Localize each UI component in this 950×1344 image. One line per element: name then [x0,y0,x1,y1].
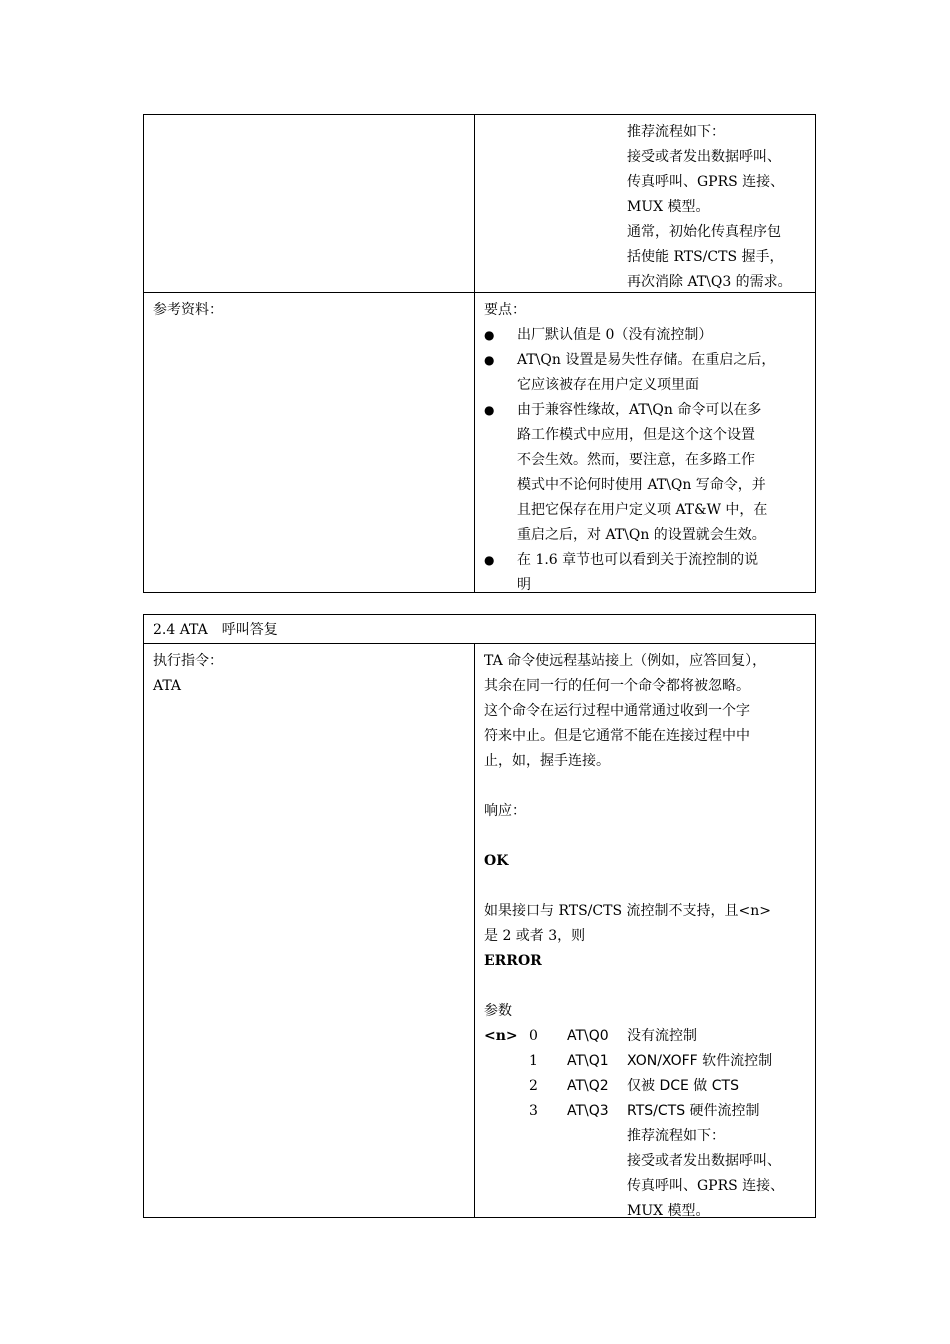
param-code: AT\Q0 [567,1028,609,1044]
param-code: AT\Q3 [567,1103,609,1119]
text-line: 符来中止。但是它通常不能在连接过程中中 [484,728,750,744]
points-title: 要点： [484,302,526,318]
text-line: 传真呼叫、GPRS 连接、 [627,1178,785,1194]
bullet-icon: ● [484,403,495,417]
text-line: 如果接口与 RTS/CTS 流控制不支持，且<n> [484,903,771,919]
param-code: AT\Q2 [567,1078,609,1094]
table-row [144,292,815,592]
text-line: 明 [517,577,531,593]
param-num: 0 [529,1028,538,1044]
list-item [484,323,806,348]
param-desc: RTS/CTS 硬件流控制 [627,1103,760,1119]
text-line: 是 2 或者 3，则 [484,928,586,944]
exec-command: ATA [153,678,182,694]
param-label: 参数 [484,1003,512,1019]
bullet-icon: ● [484,353,495,367]
spacer [484,874,806,899]
table-cell-empty [144,115,475,292]
text-line: AT\Qn 设置是易失性存储。在重启之后， [517,352,776,368]
param-desc: 没有流控制 [627,1028,697,1044]
list-item [484,398,806,548]
text-line: 接受或者发出数据呼叫、 [627,149,781,165]
reference-label: 参考资料： [144,293,475,592]
spacer [484,824,806,849]
param-num: 3 [529,1103,538,1119]
response-label: 响应： [484,803,526,819]
text-line: 不会生效。然而，要注意，在多路工作 [517,452,755,468]
exec-label: 执行指令： [153,653,223,669]
param-key-blank [484,1074,529,1099]
text-line: 再次消除 AT\Q3 的需求。 [627,274,792,290]
response-error: ERROR [484,953,542,969]
text-line: 路工作模式中应用，但是这个这个设置 [517,427,755,443]
table-row [144,643,815,1217]
table-cell-recommended-flow [475,115,815,292]
param-row [484,1099,806,1124]
table-cell-key-points [475,293,815,592]
text-line: 括使能 RTS/CTS 握手， [627,249,784,265]
text-line: 出厂默认值是 0（没有流控制） [517,327,713,343]
bullet-icon: ● [484,553,495,567]
table-2 [143,614,816,1218]
text-line: 止，如，握手连接。 [484,753,610,769]
text-line: 重启之后，对 AT\Qn 的设置就会生效。 [517,527,766,543]
list-item [484,348,806,398]
text-line: 推荐流程如下： [627,124,725,140]
section-title: 2.4 ATA 呼叫答复 [153,622,278,638]
spacer [484,974,806,999]
table-cell-description [475,644,815,1217]
response-ok: OK [484,853,509,869]
list-item [484,548,806,598]
table-row [144,115,815,292]
param-num: 1 [529,1053,538,1069]
param-key-blank [484,1099,529,1124]
text-line: 其余在同一行的任何一个命令都将被忽略。 [484,678,750,694]
param-row [484,1049,806,1074]
param-row [484,1074,806,1099]
table-1 [143,114,816,593]
table-cell-exec [144,644,475,1217]
param-code: AT\Q1 [567,1053,609,1069]
text-line: TA 命令使远程基站接上（例如，应答回复）， [484,653,767,669]
text-line: 在 1.6 章节也可以看到关于流控制的说 [517,552,759,568]
text-line: 传真呼叫、GPRS 连接、 [627,174,785,190]
text-line: 模式中不论何时使用 AT\Qn 写命令，并 [517,477,766,493]
param-key: <n> [484,1028,518,1044]
param-key-blank [484,1049,529,1074]
spacer [484,774,806,799]
text-line: MUX 模型。 [627,199,710,215]
text-line: 这个命令在运行过程中通常通过收到一个字 [484,703,750,719]
param-num: 2 [529,1078,538,1094]
text-line: 推荐流程如下： [627,1128,725,1144]
text-line: MUX 模型。 [627,1203,710,1219]
param-row [484,1024,806,1049]
text-line: 通常，初始化传真程序包 [627,224,781,240]
text-line: 接受或者发出数据呼叫、 [627,1153,781,1169]
param-desc: 仅被 DCE 做 CTS [627,1078,739,1094]
param-desc: XON/XOFF 软件流控制 [627,1053,773,1069]
text-line: 且把它保存在用户定义项 AT&W 中，在 [517,502,768,518]
bullet-icon: ● [484,328,495,342]
text-line: 它应该被存在用户定义项里面 [517,377,699,393]
text-line: 由于兼容性缘故，AT\Qn 命令可以在多 [517,402,762,418]
table-header-row [144,615,815,643]
